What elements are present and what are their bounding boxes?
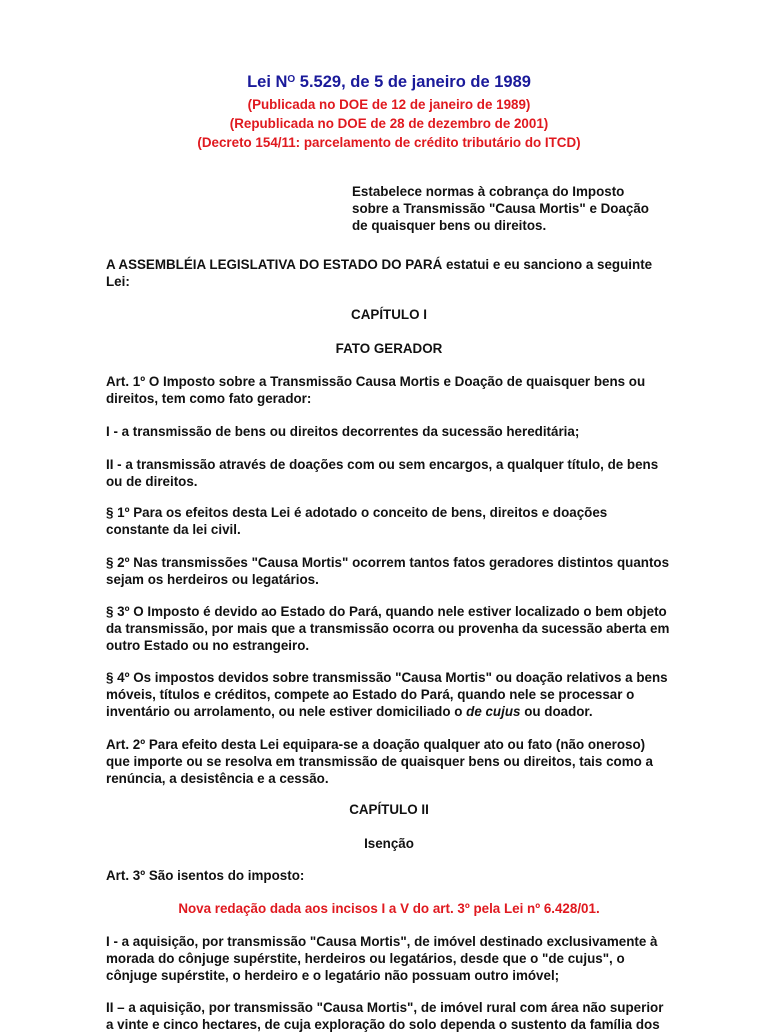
paragraph-4-italic: de cujus: [466, 704, 521, 719]
chapter-2-subtitle: Isenção: [364, 836, 414, 851]
preamble: A ASSEMBLÉIA LEGISLATIVA DO ESTADO DO PARÁ estatui e eu sanciono a seguinte Lei:: [106, 257, 653, 289]
article-1-paragraph-2: § 2º Nas transmissões "Causa Mortis" ocorrem tantos fatos geradores distintos quantos sejam os herdeiros ou legatários.: [106, 555, 670, 587]
article-1-paragraph-3: § 3º O Imposto é devido ao Estado do Pará, quando nele estiver localizado o bem objeto da transmissão, por mais que a transmissão ocorra ou provenha da sucessão aberta em outro Estado ou no estrangeiro.: [106, 604, 670, 653]
paragraph-4-text: § 4º Os impostos devidos sobre transmissão "Causa Mortis" ou doação relativos a bens móveis, títulos e créditos, compete ao Estado do Pará, quando nele se processar o inventário ou arrolamento, ou nele estiver domiciliado o: [106, 670, 668, 719]
law-title-rest: 5.529, de 5 de janeiro de 1989: [295, 73, 531, 91]
article-1: Art. 1º O Imposto sobre a Transmissão Causa Mortis e Doação de quaisquer bens ou direitos, tem como fato gerador:: [106, 374, 646, 406]
paragraph-4-end: ou doador.: [520, 704, 593, 719]
chapter-2-title: CAPÍTULO II: [349, 802, 429, 817]
publication-note: (Publicada no DOE de 12 de janeiro de 1989): [247, 97, 531, 112]
article-1-item-ii: II - a transmissão através de doações com ou sem encargos, a qualquer título, de bens ou de direitos.: [106, 457, 659, 489]
article-1-paragraph-4: [106, 669, 672, 720]
amendment-note: Nova redação dada aos incisos I a V do art. 3º pela Lei nº 6.428/01.: [178, 901, 600, 916]
law-title-superscript: O: [287, 74, 296, 85]
republication-note: (Republicada no DOE de 28 de dezembro de 2001): [229, 116, 549, 131]
article-3-item-ii: II – a aquisição, por transmissão "Causa Mortis", de imóvel rural com área não superior a vinte e cinco hectares, de cuja exploração do solo dependa o sustento da família dos: [106, 1000, 664, 1032]
law-title: [106, 72, 672, 92]
article-1-item-i: I - a transmissão de bens ou direitos decorrentes da sucessão hereditária;: [106, 424, 580, 439]
article-3: Art. 3º São isentos do imposto:: [106, 868, 305, 883]
article-3-item-i: I - a aquisição, por transmissão "Causa Mortis", de imóvel destinado exclusivamente à morada do cônjuge supérstite, herdeiros ou legatários, desde que o "de cujus", o cônjuge supérstite, o herdeiro e o legatário não possuam outro imóvel;: [106, 934, 658, 983]
law-title-prefix: Lei N: [247, 73, 288, 91]
article-1-paragraph-1: § 1º Para os efeitos desta Lei é adotado o conceito de bens, direitos e doações constante da lei civil.: [106, 505, 608, 537]
decree-note: (Decreto 154/11: parcelamento de crédito tributário do ITCD): [197, 135, 581, 150]
law-summary: Estabelece normas à cobrança do Imposto sobre a Transmissão "Causa Mortis" e Doação de quaisquer bens ou direitos.: [352, 184, 649, 233]
article-2: Art. 2º Para efeito desta Lei equipara-se a doação qualquer ato ou fato (não oneroso) que importe ou se resolva em transmissão de quaisquer bens ou direitos, tais como a renúncia, a desistência e a cessão.: [106, 737, 653, 786]
chapter-1-title: CAPÍTULO I: [351, 307, 427, 322]
chapter-1-subtitle: FATO GERADOR: [335, 341, 443, 356]
